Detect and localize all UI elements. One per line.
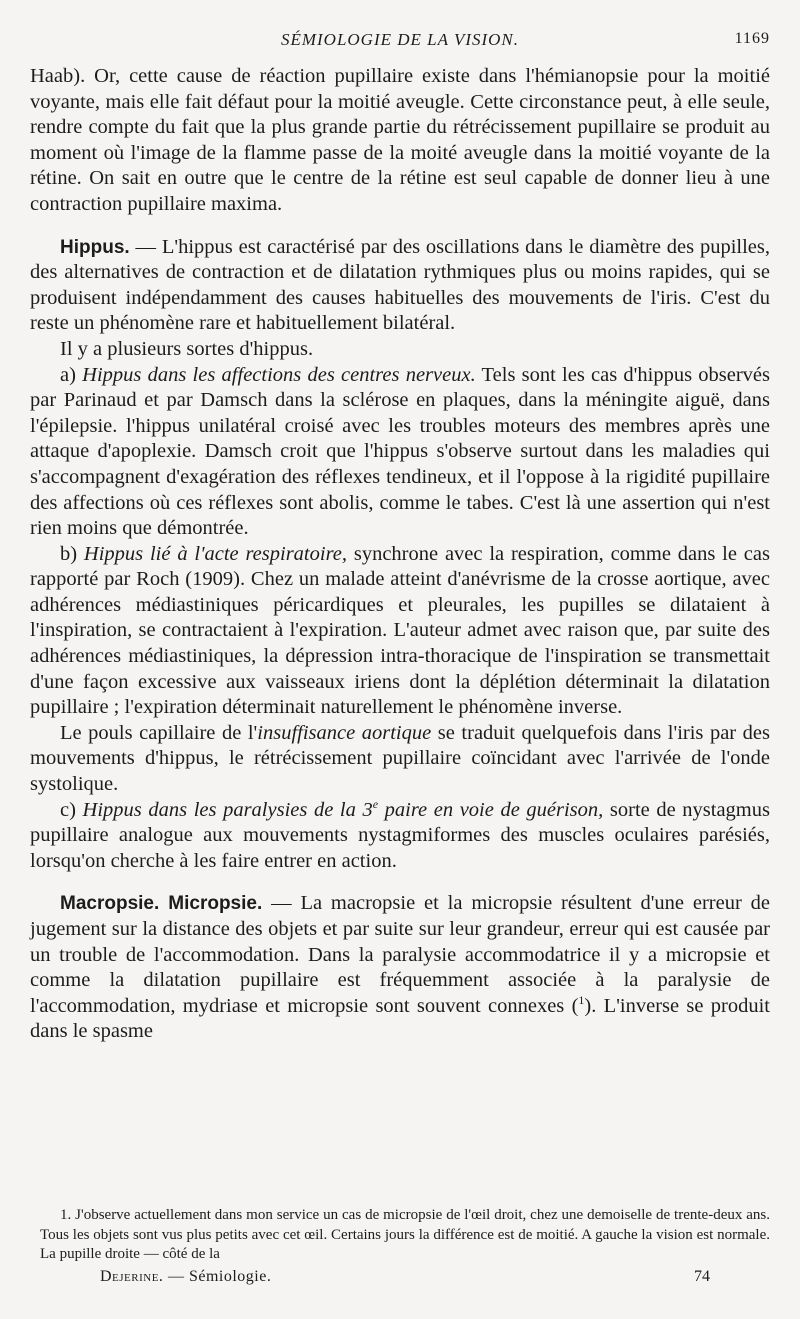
running-title: SÉMIOLOGIE DE LA VISION. bbox=[280, 30, 520, 49]
footer-author: Dejerine. bbox=[100, 1268, 164, 1285]
paragraph-hippus-c bbox=[30, 798, 770, 875]
item-title-c-part2: paire en voie de guérison, bbox=[378, 798, 604, 821]
paragraph-hippus-a bbox=[30, 363, 770, 542]
section-title-macropsie: Macropsie. Micropsie. bbox=[60, 893, 263, 915]
item-text-b: synchrone avec la respiration, comme dans le cas rapporté par Roch (1909). Chez un malade atteint d'anévrisme de la crosse aortique, avec adhérences médiastiniques péricardiques et pleurales, les pupilles se dilataient à l'inspiration, se contractaient à l'expiration. L'auteur admet avec raison que, par suite des adhérences médiastiniques, la dépression intra-thoracique de l'inspiration se transmettait d'une façon excessive aux vaisseaux iriens dont la déplétion déterminait la dilatation pupillaire ; l'expiration déterminait naturellement le phénomène inverse. bbox=[30, 542, 770, 719]
item-label-b: b) bbox=[60, 542, 84, 565]
item-title-a: Hippus dans les affections des centres nerveux. bbox=[82, 363, 476, 386]
macropsie-text-2: ). L'inverse se produit dans le spasme bbox=[30, 994, 771, 1043]
page-number: 1169 bbox=[734, 30, 770, 47]
item-title-c bbox=[82, 796, 604, 821]
pouls-text-post: se traduit quelquefois dans l'iris par des mouvements d'hippus, le rétrécissement pupillaire coïncidant avec l'arrivée de l'onde systolique. bbox=[30, 721, 771, 796]
footnote-text: 1. J'observe actuellement dans mon service un cas de micropsie de l'œil droit, chez une demoiselle de trente-deux ans. Tous les objets sont vus plus petits avec cet œil. Certains jours la différence est de moitié. A gauche la vision est normale. La pupille droite — côté de la bbox=[40, 1207, 770, 1262]
paragraph-macropsie bbox=[30, 891, 770, 1045]
pouls-italic: insuffisance aortique bbox=[257, 721, 432, 744]
footer-signature: 74 bbox=[694, 1268, 710, 1285]
hippus-text: — L'hippus est caractérisé par des oscillations dans le diamètre des pupilles, des alternatives de contraction et de dilatation rythmiques plus ou moins rapides, qui se produisent indépendamment des causes habituelles des mouvements de l'iris. C'est du reste un phénomène rare et habituellement bilatéral. bbox=[30, 235, 770, 335]
item-text-a: Tels sont les cas d'hippus observés par Parinaud et par Damsch dans la sclérose en plaques, dans la méningite aiguë, dans l'épilepsie. l'hippus unilatéral croisé avec les troubles moteurs des membres après une attaque d'apoplexie. Damsch croit que l'hippus s'observe surtout dans les maladies qui s'accompagnent d'exagération des réflexes tendineux, et il l'oppose à la rigidité pupillaire des affections où ces réflexes sont abolis, comme le tabes. C'est là une assertion qui n'est rien moins que démontrée. bbox=[30, 363, 770, 540]
footer-book-title: — Sémiologie. bbox=[163, 1268, 272, 1285]
paragraph-sortes: Il y a plusieurs sortes d'hippus. bbox=[60, 337, 314, 360]
paragraph-hippus bbox=[30, 235, 770, 337]
paragraph-pouls bbox=[30, 721, 770, 798]
page-footer bbox=[100, 1268, 710, 1290]
pouls-text-pre: Le pouls capillaire de l' bbox=[60, 721, 258, 744]
footnote-ref[interactable]: 1 bbox=[578, 992, 585, 1007]
item-label-c: c) bbox=[60, 798, 83, 821]
item-text-c: sorte de nystagmus pupillaire analogue aux mouvements nystagmiformes des muscles oculaires parésiés, lorsqu'on cherche à les faire entrer en action. bbox=[30, 798, 770, 872]
footer-author-line bbox=[100, 1268, 271, 1286]
footnote bbox=[40, 1206, 770, 1265]
item-label-a: a) bbox=[60, 363, 83, 386]
book-page bbox=[30, 0, 770, 1319]
body-text bbox=[30, 64, 770, 1045]
item-title-b: Hippus lié à l'acte respiratoire, bbox=[83, 542, 348, 565]
paragraph-hippus-b bbox=[30, 542, 770, 721]
running-head bbox=[30, 30, 770, 54]
paragraph-haab: Haab). Or, cette cause de réaction pupillaire existe dans l'hémianopsie pour la moitié voyante, mais elle fait défaut pour la moitié aveugle. Cette circonstance peut, à elle seule, rendre compte du fait que la plus grande partie du rétrécissement pupillaire se produit au moment où l'image de la flamme passe de la moité aveugle dans la moitié voyante de la rétine. On sait en outre que le centre de la rétine est seul capable de donner lieu à une contraction pupillaire maxima. bbox=[30, 65, 770, 215]
item-title-c-part1: Hippus dans les paralysies de la 3 bbox=[82, 798, 373, 821]
macropsie-text-1: — La macropsie et la micropsie résultent d'une erreur de jugement sur la distance des objets et par suite sur leur grandeur, erreur qui est causée par un trouble de l'accommodation. Dans la paralysie accommodatrice il y a micropsie et comme la dilatation pupillaire est fréquemment associée à la paralysie de l'accommodation, mydriase et micropsie sont souvent connexes ( bbox=[30, 892, 771, 1017]
superscript-e: e bbox=[372, 796, 379, 811]
section-title-hippus: Hippus. bbox=[60, 236, 130, 258]
